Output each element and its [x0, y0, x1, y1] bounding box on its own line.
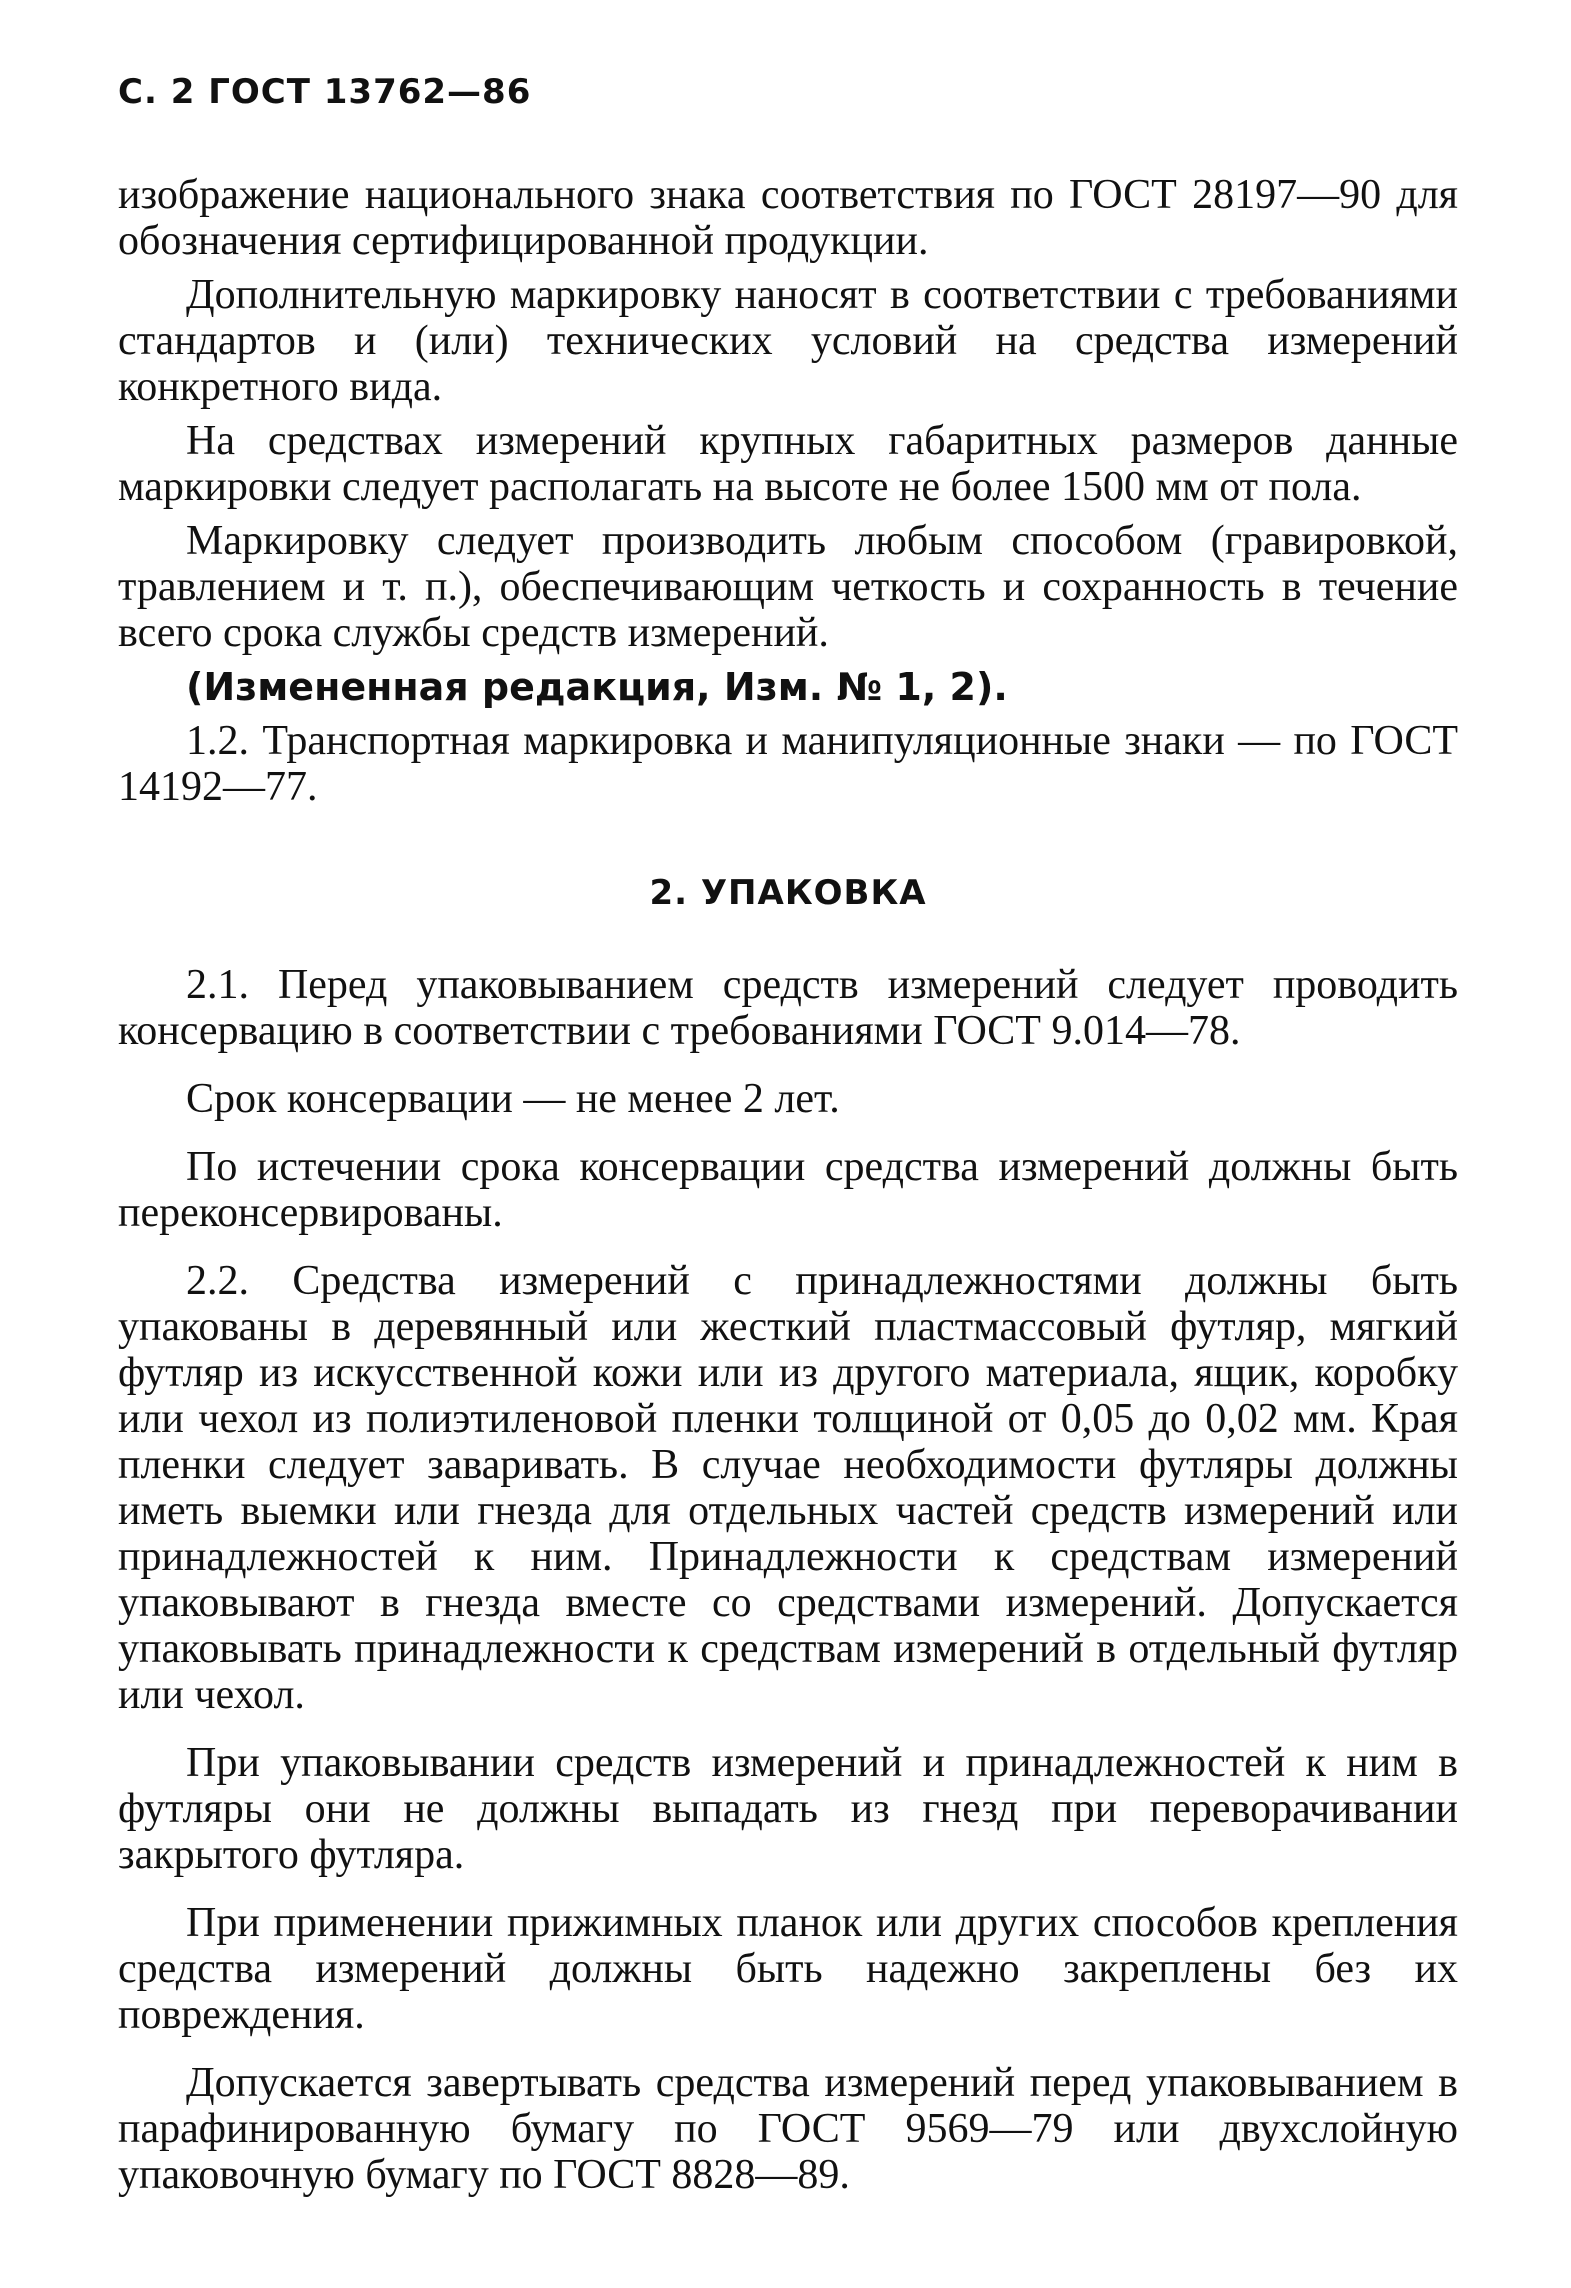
section-title-packaging: 2. УПАКОВКА [649, 873, 927, 913]
paragraph-reconservation: По истечении срока консервации средства измерений должны быть переконсервированы. [118, 1144, 1458, 1236]
body-text [118, 172, 1458, 2206]
paragraph-wrapping-paper: Допускается завертывать средства измерений перед упаковыванием в парафинированную бумагу по ГОСТ 9569—79 или двухслойную упаковочную бумагу по ГОСТ 8828—89. [118, 2060, 1458, 2198]
paragraph-transport-marking: 1.2. Транспортная маркировка и манипуляционные знаки — по ГОСТ 14192—77. [118, 718, 1458, 810]
paragraph-conservation-term: Срок консервации — не менее 2 лет. [186, 1076, 840, 1122]
paragraph-large-instruments: На средствах измерений крупных габаритных размеров данные маркировки следует располагать на высоте не более 1500 мм от пола. [118, 418, 1458, 510]
amendment-note: (Измененная редакция, Изм. № 1, 2). [186, 665, 1008, 709]
paragraph-national-mark: изображение национального знака соответствия по ГОСТ 28197—90 для обозначения сертифицированной продукции. [118, 172, 1458, 264]
paragraph-cases: 2.2. Средства измерений с принадлежностями должны быть упакованы в деревянный или жесткий пластмассовый футляр, мягкий футляр из искусственной кожи или из другого материала, ящик, коробку или чехол из полиэтиленовой пленки толщиной от 0,05 до 0,02 мм. Края пленки следует заваривать. В случае необходимости футляры должны иметь выемки или гнезда для отдельных частей средств измерений или принадлежностей к ним. Принадлежности к средствам измерений упаковывают в гнезда вместе со средствами измерений. Допускается упаковывать принадлежности к средствам измерений в отдельный футляр или чехол. [118, 1258, 1458, 1718]
paragraph-fastening: При применении прижимных планок или других способов крепления средства измерений должны быть надежно закреплены без их повреждения. [118, 1900, 1458, 2038]
paragraph-conservation: 2.1. Перед упаковыванием средств измерений следует проводить консервацию в соответствии с требованиями ГОСТ 9.014—78. [118, 962, 1458, 1054]
paragraph-packing-in-cases: При упаковывании средств измерений и принадлежностей к ним в футляры они не должны выпадать из гнезд при переворачивании закрытого футляра. [118, 1740, 1458, 1878]
paragraph-additional-marking: Дополнительную маркировку наносят в соответствии с требованиями стандартов и (или) технических условий на средства измерений конкретного вида. [118, 272, 1458, 410]
paragraph-marking-method: Маркировку следует производить любым способом (гравировкой, травлением и т. п.), обеспечивающим четкость и сохранность в течение всего срока службы средств измерений. [118, 518, 1458, 656]
running-head: С. 2 ГОСТ 13762—86 [118, 72, 532, 112]
